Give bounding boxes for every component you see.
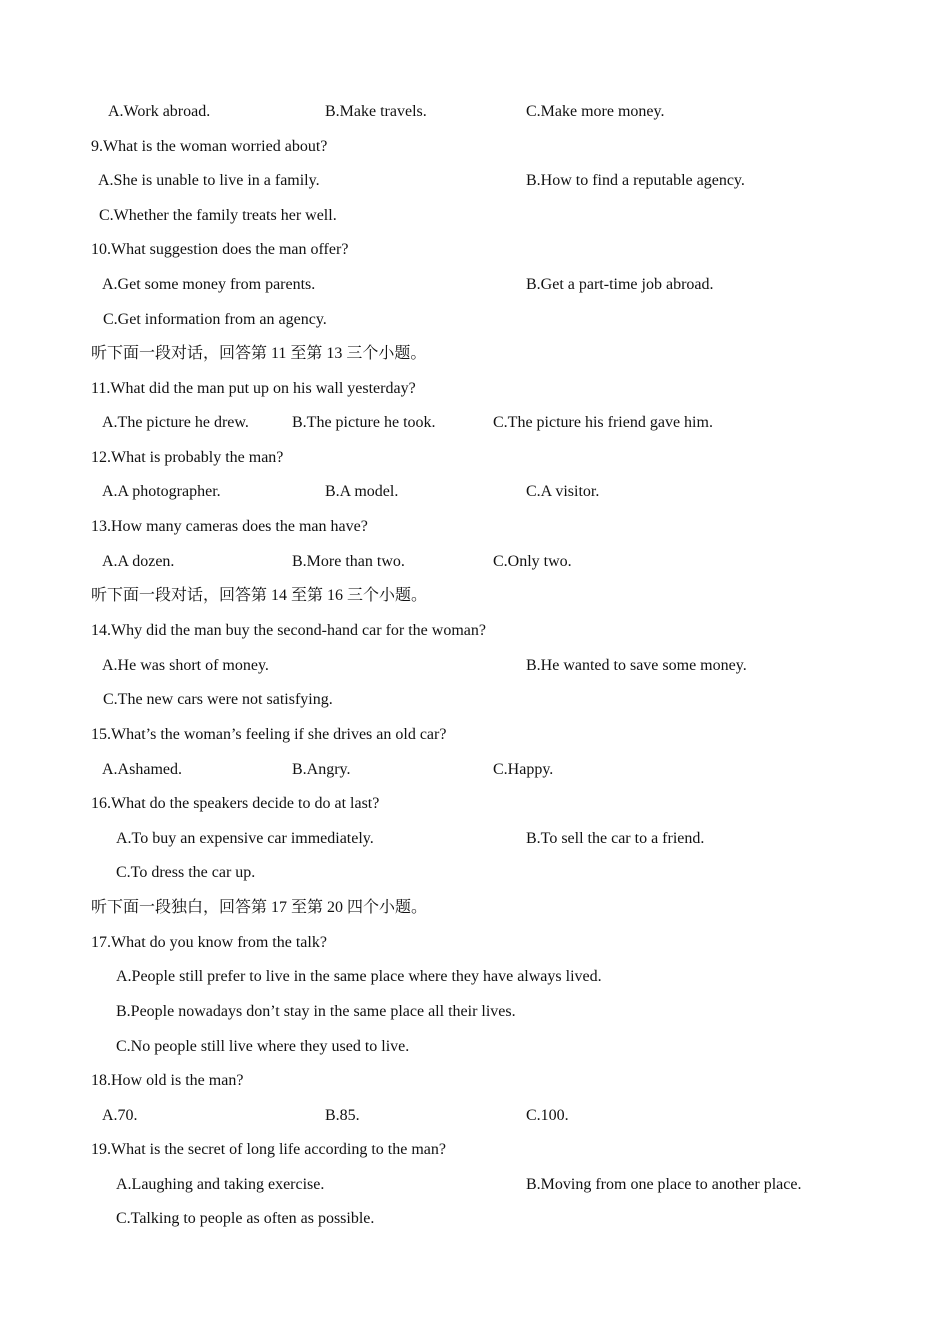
q19-option-b: B.Moving from one place to another place. xyxy=(526,1176,802,1193)
section-instruction-17-20: 听下面一段独白，回答第 17 至第 20 四个小题。 xyxy=(91,899,428,916)
q19-option-c: C.Talking to people as often as possible. xyxy=(116,1210,375,1227)
question-12: 12.What is probably the man? xyxy=(91,449,284,466)
question-11: 11.What did the man put up on his wall yesterday? xyxy=(91,380,416,397)
q18-option-b: B.85. xyxy=(325,1107,360,1124)
question-17: 17.What do you know from the talk? xyxy=(91,934,327,951)
q18-option-a: A.70. xyxy=(102,1107,138,1124)
q13-option-a: A.A dozen. xyxy=(102,553,175,570)
question-14: 14.Why did the man buy the second-hand car for the woman? xyxy=(91,622,486,639)
q16-option-b: B.To sell the car to a friend. xyxy=(526,830,705,847)
q19-option-a: A.Laughing and taking exercise. xyxy=(116,1176,325,1193)
q11-option-b: B.The picture he took. xyxy=(292,414,436,431)
q15-option-b: B.Angry. xyxy=(292,761,351,778)
q11-option-a: A.The picture he drew. xyxy=(102,414,249,431)
section-instruction-11-13: 听下面一段对话，回答第 11 至第 13 三个小题。 xyxy=(91,345,427,362)
question-13: 13.How many cameras does the man have? xyxy=(91,518,368,535)
q9-option-c: C.Whether the family treats her well. xyxy=(99,207,337,224)
q10-option-a: A.Get some money from parents. xyxy=(102,276,316,293)
question-15: 15.What’s the woman’s feeling if she drives an old car? xyxy=(91,726,447,743)
q14-option-c: C.The new cars were not satisfying. xyxy=(103,691,333,708)
q12-option-c: C.A visitor. xyxy=(526,483,600,500)
q13-option-b: B.More than two. xyxy=(292,553,405,570)
q9-option-a: A.She is unable to live in a family. xyxy=(98,172,320,189)
q13-option-c: C.Only two. xyxy=(493,553,572,570)
q8-option-b: B.Make travels. xyxy=(325,103,427,120)
q8-option-c: C.Make more money. xyxy=(526,103,665,120)
question-9: 9.What is the woman worried about? xyxy=(91,138,328,155)
q17-option-c: C.No people still live where they used to live. xyxy=(116,1038,410,1055)
question-16: 16.What do the speakers decide to do at last? xyxy=(91,795,380,812)
section-instruction-14-16: 听下面一段对话，回答第 14 至第 16 三个小题。 xyxy=(91,587,428,604)
q14-option-b: B.He wanted to save some money. xyxy=(526,657,747,674)
q12-option-a: A.A photographer. xyxy=(102,483,221,500)
q10-option-b: B.Get a part-time job abroad. xyxy=(526,276,714,293)
q16-option-a: A.To buy an expensive car immediately. xyxy=(116,830,374,847)
question-10: 10.What suggestion does the man offer? xyxy=(91,241,349,258)
q17-option-b: B.People nowadays don’t stay in the same place all their lives. xyxy=(116,1003,516,1020)
q16-option-c: C.To dress the car up. xyxy=(116,864,256,881)
q11-option-c: C.The picture his friend gave him. xyxy=(493,414,713,431)
question-19: 19.What is the secret of long life according to the man? xyxy=(91,1141,446,1158)
q8-option-a: A.Work abroad. xyxy=(108,103,211,120)
q17-option-a: A.People still prefer to live in the same place where they have always lived. xyxy=(116,968,602,985)
question-18: 18.How old is the man? xyxy=(91,1072,244,1089)
q18-option-c: C.100. xyxy=(526,1107,569,1124)
q9-option-b: B.How to find a reputable agency. xyxy=(526,172,745,189)
q10-option-c: C.Get information from an agency. xyxy=(103,311,327,328)
q14-option-a: A.He was short of money. xyxy=(102,657,269,674)
q15-option-a: A.Ashamed. xyxy=(102,761,182,778)
q12-option-b: B.A model. xyxy=(325,483,399,500)
q15-option-c: C.Happy. xyxy=(493,761,554,778)
